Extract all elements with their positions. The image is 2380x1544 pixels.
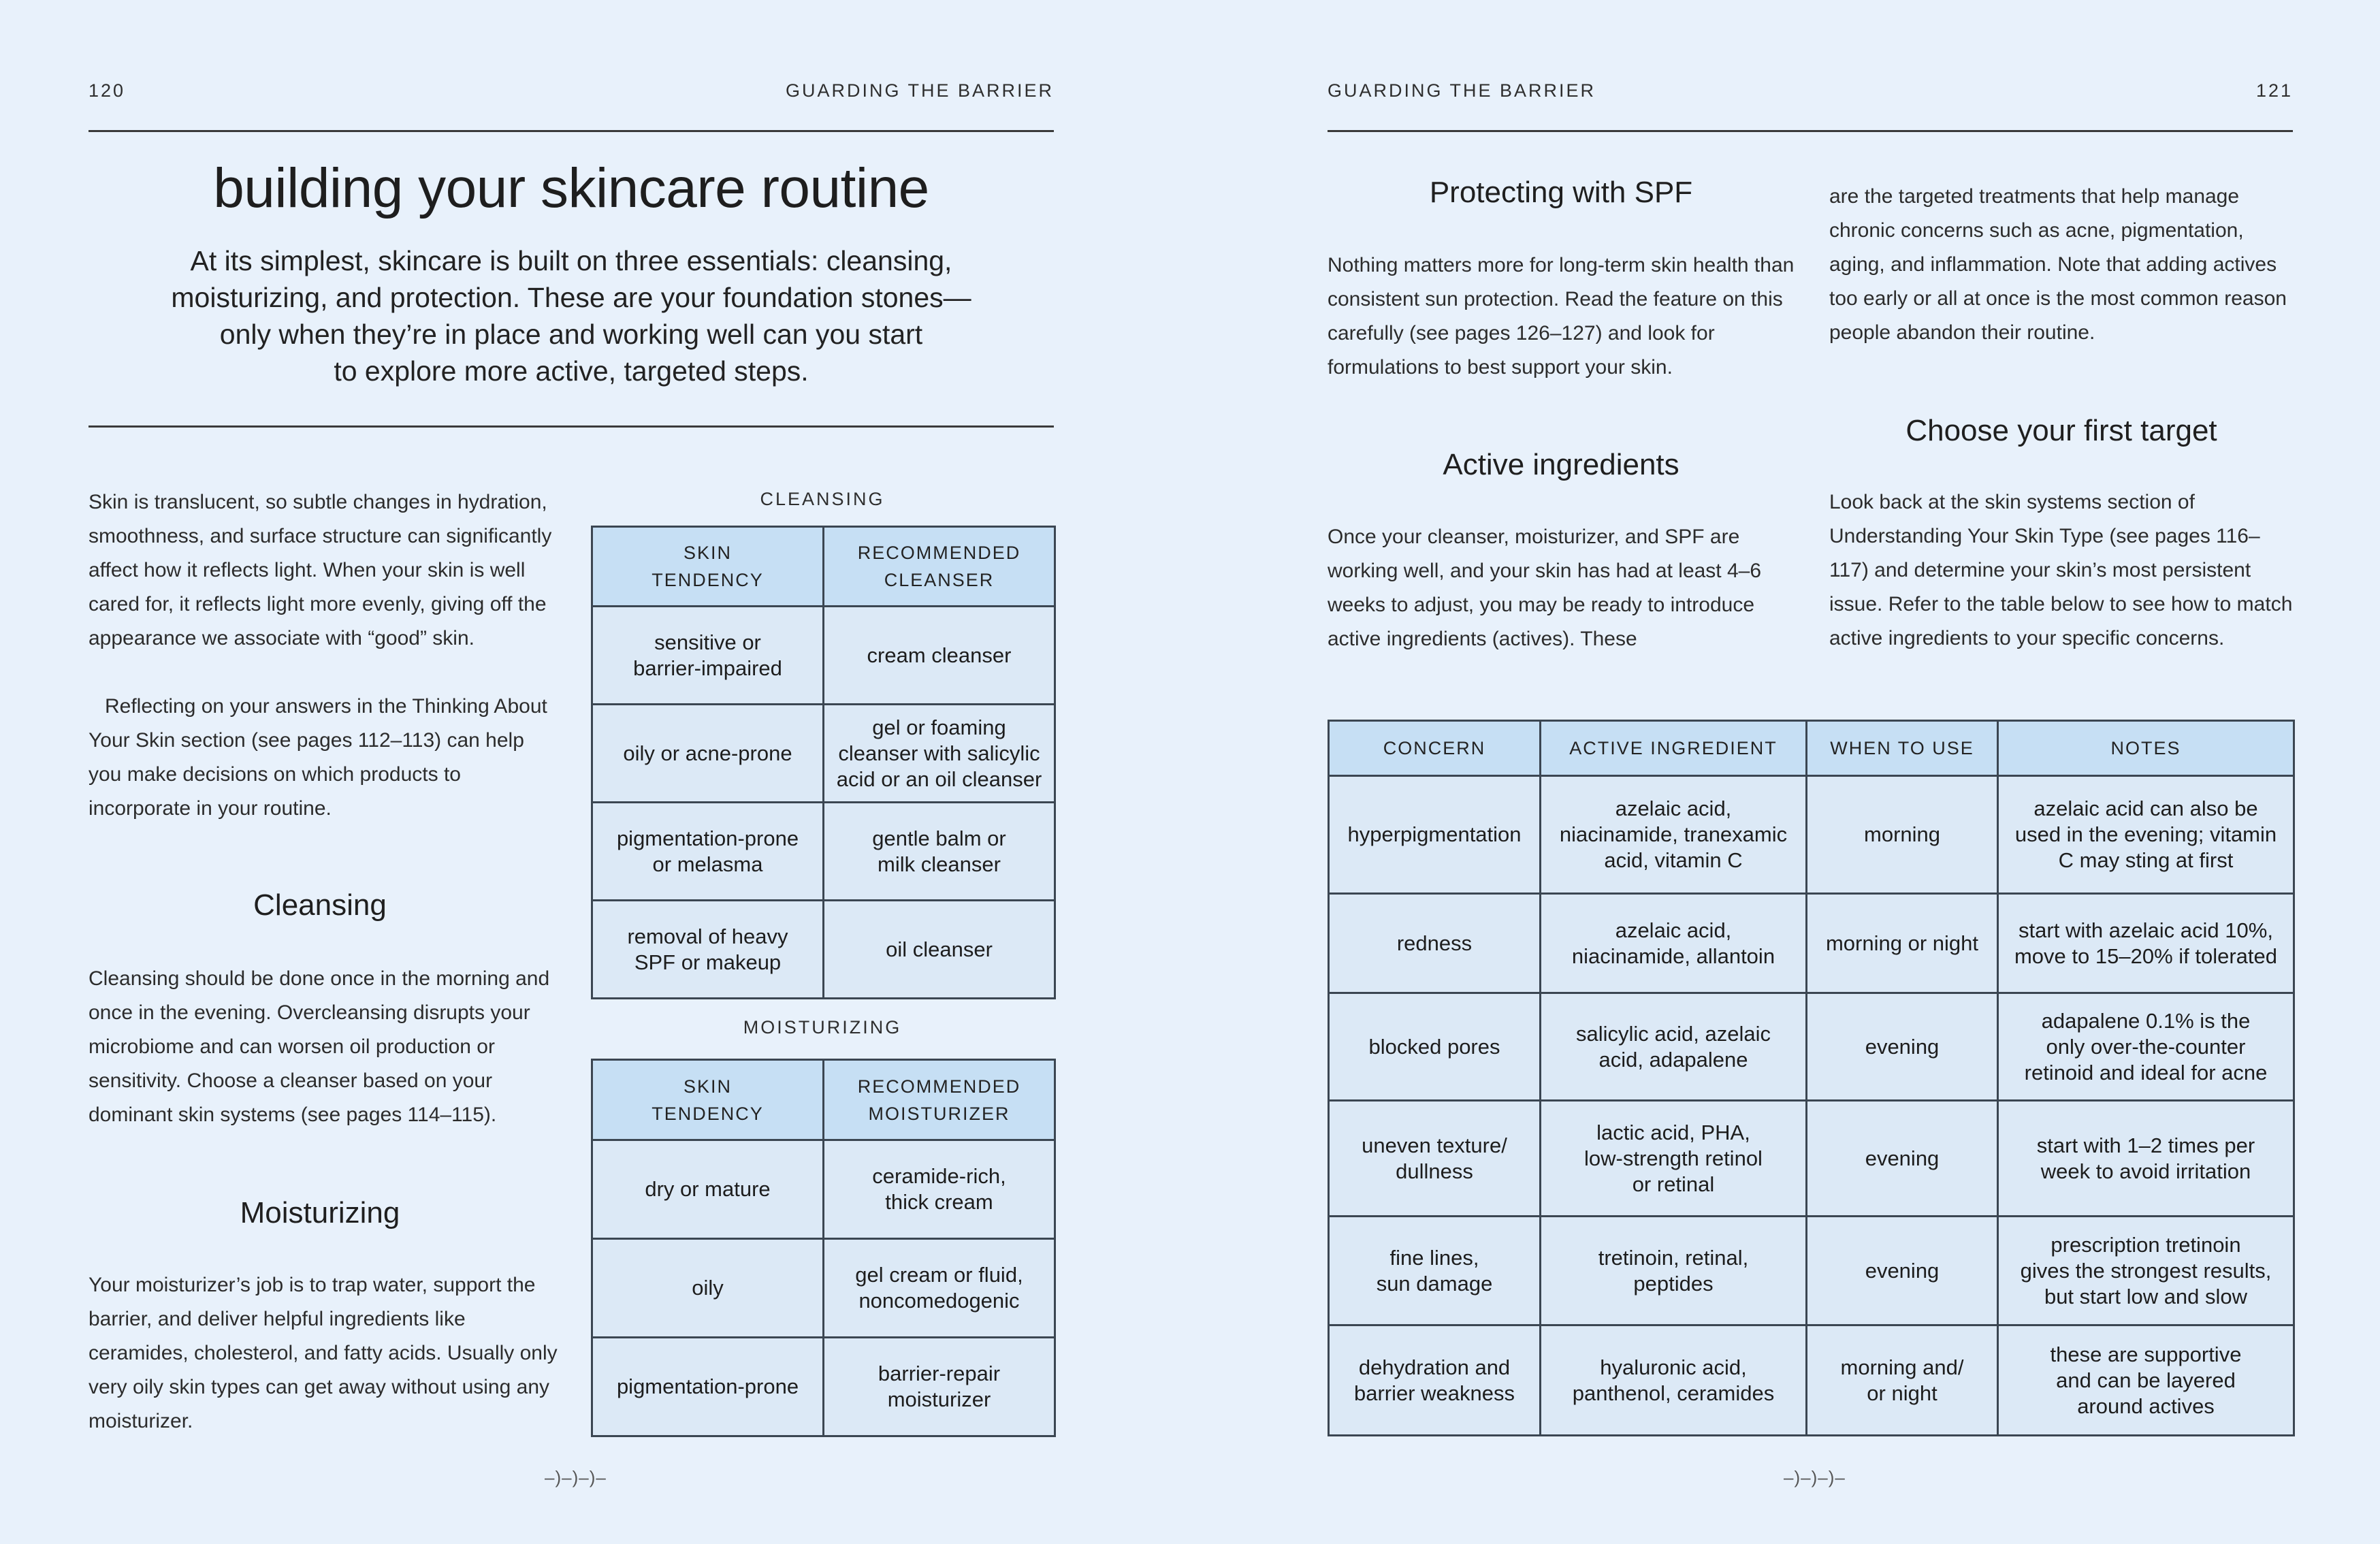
running-head: GUARDING THE BARRIER (1328, 80, 1596, 101)
table-cell: blocked pores (1329, 993, 1541, 1101)
intro-text (136, 242, 1006, 389)
column-header: RECOMMENDED CLEANSER (824, 527, 1055, 607)
spf-heading: Protecting with SPF (1429, 176, 1693, 209)
table-cell: oily (592, 1239, 824, 1338)
target-heading: Choose your first target (1905, 414, 2217, 447)
intro-line: to explore more active, targeted steps. (334, 355, 809, 387)
table-cell: pigmentation-prone or melasma (592, 803, 824, 901)
column-header: ACTIVE INGREDIENT (1541, 721, 1807, 776)
intro-line: moisturizing, and protection. These are your foundation stones— (171, 282, 971, 313)
table-row (1329, 1325, 2294, 1436)
body-paragraph: Once your cleanser, moisturizer, and SPF are working well, and your skin has had at least 4–6 weeks to adjust, you may be ready to introduce active ingredients (actives). These (1328, 526, 1762, 650)
table-row (592, 1338, 1055, 1436)
table-cell: barrier-repair moisturizer (824, 1338, 1055, 1436)
intro-rule (89, 425, 1054, 428)
table-cell: dehydration and barrier weakness (1329, 1325, 1541, 1436)
column-header: NOTES (1998, 721, 2294, 776)
table-cell: uneven texture/ dullness (1329, 1101, 1541, 1217)
table-row (592, 803, 1055, 901)
table-row (592, 901, 1055, 999)
table-cell: oily or acne-prone (592, 705, 824, 803)
table-cell: redness (1329, 894, 1541, 993)
table-cell: morning or night (1807, 894, 1998, 993)
moisturizing-heading: Moisturizing (240, 1196, 400, 1229)
table-cell: gentle balm or milk cleanser (824, 803, 1055, 901)
table-row (592, 1239, 1055, 1338)
table-cell: gel or foaming cleanser with salicylic acid or an oil cleanser (824, 705, 1055, 803)
table-cell: prescription tretinoin gives the strongest results, but start low and slow (1998, 1217, 2294, 1325)
column-header: SKIN TENDENCY (592, 1060, 824, 1140)
table-cell: start with 1–2 times per week to avoid irritation (1998, 1101, 2294, 1217)
page-number: 120 (89, 80, 126, 101)
folio-ornament-icon: –)–)–)– (545, 1467, 607, 1487)
body-paragraph: are the targeted treatments that help manage chronic concerns such as acne, pigmentation, aging, and inflammation. Note that adding actives too early or all at once is the most common reason people abandon their routine. (1829, 185, 2287, 344)
table-cell: lactic acid, PHA, low-strength retinol or retinal (1541, 1101, 1807, 1217)
table-cell: hyperpigmentation (1329, 776, 1541, 894)
table-cell: azelaic acid, niacinamide, allantoin (1541, 894, 1807, 993)
header-rule (1328, 130, 2293, 132)
table-row (592, 607, 1055, 705)
table-cell: evening (1807, 1101, 1998, 1217)
table-cell: removal of heavy SPF or makeup (592, 901, 824, 999)
moisturizing-table-label: MOISTURIZING (743, 1017, 902, 1038)
table-row (592, 705, 1055, 803)
body-paragraph: Cleansing should be done once in the morning and once in the evening. Overcleansing disrupts your microbiome and can worsen oil production or sensitivity. Choose a cleanser based on your dominant skin systems (see pages 114–115). (89, 967, 550, 1126)
table-cell: tretinoin, retinal, peptides (1541, 1217, 1807, 1325)
table-cell: morning (1807, 776, 1998, 894)
table-cell: sensitive or barrier-impaired (592, 607, 824, 705)
table-row (1329, 1217, 2294, 1325)
moisturizing-table (591, 1059, 1056, 1437)
running-head: GUARDING THE BARRIER (785, 80, 1054, 101)
table-row (1329, 1101, 2294, 1217)
column-header: WHEN TO USE (1807, 721, 1998, 776)
table-header-row (592, 1060, 1055, 1140)
page-number: 121 (2255, 80, 2293, 101)
column-header: RECOMMENDED MOISTURIZER (824, 1060, 1055, 1140)
actives-heading: Active ingredients (1443, 448, 1679, 481)
page-title: building your skincare routine (213, 157, 929, 219)
body-paragraph: Look back at the skin systems section of Understanding Your Skin Type (see pages 116–117) and determine your skin’s most persistent issue. Refer to the table below to see how to match active ingredients to your specific concerns. (1829, 491, 2293, 649)
table-cell: dry or mature (592, 1140, 824, 1239)
table-cell: azelaic acid, niacinamide, tranexamic acid, vitamin C (1541, 776, 1807, 894)
table-row (592, 1140, 1055, 1239)
right-page (1190, 0, 2380, 1544)
table-cell: oil cleanser (824, 901, 1055, 999)
table-cell: ceramide-rich, thick cream (824, 1140, 1055, 1239)
table-row (1329, 776, 2294, 894)
intro-line: At its simplest, skincare is built on three essentials: cleansing, (190, 245, 952, 276)
table-cell: evening (1807, 993, 1998, 1101)
body-paragraph: Reflecting on your answers in the Thinking About Your Skin section (see pages 112–113) can help you make decisions on which products to incorporate in your routine. (89, 695, 547, 820)
table-cell: salicylic acid, azelaic acid, adapalene (1541, 993, 1807, 1101)
concern-table (1328, 720, 2295, 1436)
column-header: CONCERN (1329, 721, 1541, 776)
table-cell: adapalene 0.1% is the only over-the-counter retinoid and ideal for acne (1998, 993, 2294, 1101)
folio-ornament-icon: –)–)–)– (1784, 1467, 1846, 1487)
table-cell: azelaic acid can also be used in the evening; vitamin C may sting at first (1998, 776, 2294, 894)
cleansing-heading: Cleansing (253, 888, 387, 922)
table-cell: hyaluronic acid, panthenol, ceramides (1541, 1325, 1807, 1436)
table-header-row (592, 527, 1055, 607)
cleansing-table-label: CLEANSING (760, 489, 885, 509)
table-cell: evening (1807, 1217, 1998, 1325)
table-cell: pigmentation-prone (592, 1338, 824, 1436)
table-cell: gel cream or fluid, noncomedogenic (824, 1239, 1055, 1338)
body-paragraph: Nothing matters more for long-term skin health than consistent sun protection. Read the feature on this carefully (see pages 126–127) and look for formulations to best support your skin. (1328, 254, 1795, 379)
table-header-row (1329, 721, 2294, 776)
table-row (1329, 894, 2294, 993)
table-cell: these are supportive and can be layered around actives (1998, 1325, 2294, 1436)
cleansing-table (591, 526, 1056, 999)
header-rule (89, 130, 1054, 132)
intro-line: only when they’re in place and working well can you start (219, 319, 923, 350)
body-paragraph: Skin is translucent, so subtle changes in hydration, smoothness, and surface structure can significantly affect how it reflects light. When your skin is well cared for, it reflects light more evenly, giving off the appearance we associate with “good” skin. (89, 491, 552, 649)
table-cell: morning and/ or night (1807, 1325, 1998, 1436)
table-cell: cream cleanser (824, 607, 1055, 705)
table-row (1329, 993, 2294, 1101)
table-cell: fine lines, sun damage (1329, 1217, 1541, 1325)
body-paragraph: Your moisturizer’s job is to trap water, support the barrier, and deliver helpful ingredients like ceramides, cholesterol, and fatty acids. Usually only very oily skin types can get away without using any moisturizer. (89, 1274, 558, 1432)
table-cell: start with azelaic acid 10%, move to 15–20% if tolerated (1998, 894, 2294, 993)
column-header: SKIN TENDENCY (592, 527, 824, 607)
